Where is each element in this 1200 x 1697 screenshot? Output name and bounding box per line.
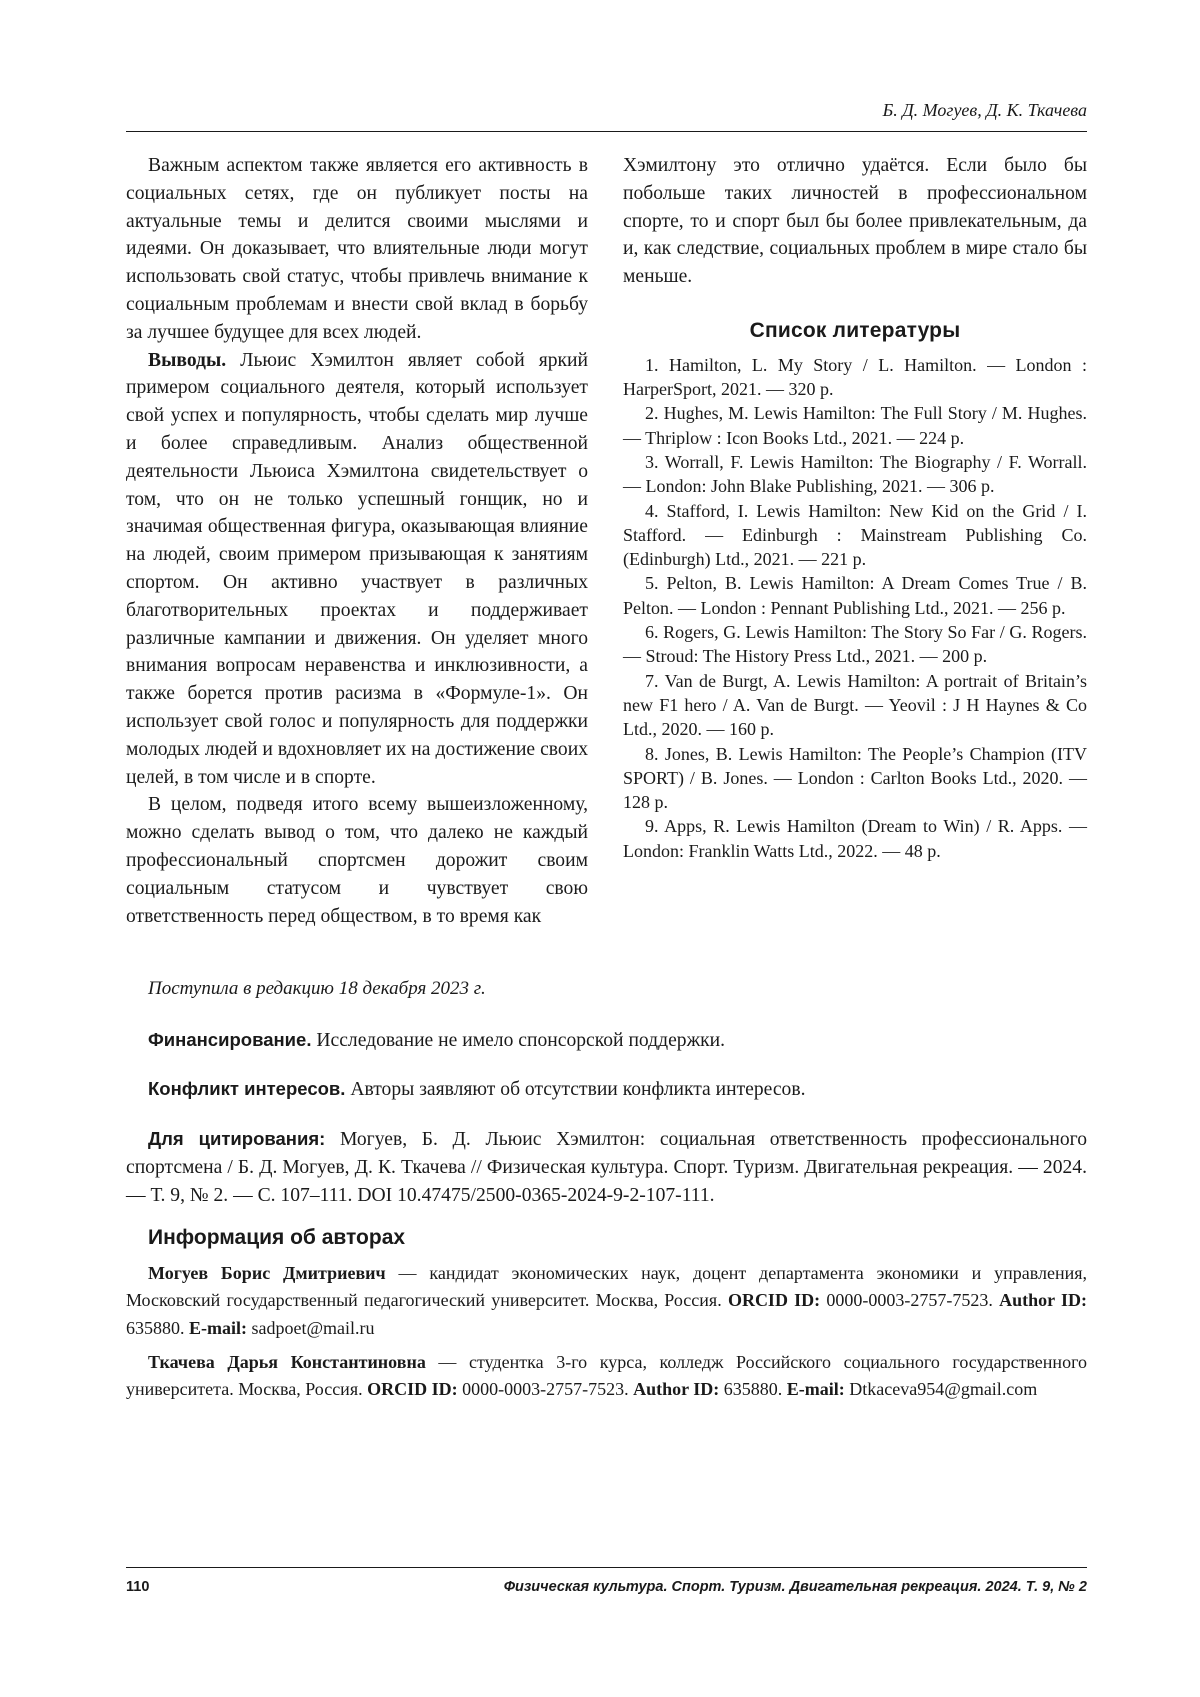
right-column [623, 152, 1087, 863]
author-description: — студентка 3-го курса, колледж Российского социального государственного университета. Москва, Россия. [126, 1352, 1088, 1400]
left-column [126, 152, 588, 930]
funding-label: Финансирование. [148, 1029, 312, 1050]
header-divider [126, 131, 1087, 132]
funding-statement [126, 1026, 1087, 1055]
email-link[interactable]: Dtkaceva954@gmail.com [844, 1379, 1038, 1400]
conflict-statement [126, 1075, 1087, 1104]
paragraph-continuation: Хэмилтону это отлично удаётся. Если было бы побольше таких личностей в профессиональном спорте, то и спорт был бы более привлекательным, да и, как следствие, социальных проблем в мире стало бы меньше. [623, 155, 1087, 288]
funding-text: Исследование не имело спонсорской поддержки. [311, 1030, 726, 1051]
author-name: Могуев Борис Дмитриевич [148, 1263, 386, 1283]
author-id-value: 635880. [719, 1379, 787, 1400]
author-name: Ткачева Дарья Константиновна [148, 1352, 426, 1372]
author-description: — кандидат экономических наук, доцент департамента экономики и управления, Московский государственный педагогический университет. Москва, Россия. [126, 1263, 1088, 1311]
author-info [126, 1349, 1087, 1404]
running-head: Б. Д. Могуев, Д. К. Ткачева [882, 100, 1087, 120]
reference-item: 8. Jones, B. Lewis Hamilton: The People’s Champion (ITV SPORT) / B. Jones. — London : Carlton Books Ltd., 2020. — 128 p. [623, 743, 1087, 813]
email-label: E-mail: [786, 1379, 845, 1400]
citation-statement [126, 1125, 1087, 1209]
orcid-label: ORCID ID: [367, 1379, 458, 1400]
conclusions-label: Выводы. [148, 349, 227, 371]
orcid-value: 0000-0003-2757-7523. [820, 1290, 1000, 1311]
conflict-text: Авторы заявляют об отсутствии конфликта интересов. [345, 1079, 806, 1100]
references-list [623, 353, 1087, 863]
email-link[interactable]: sadpoet@mail.ru [247, 1317, 375, 1338]
citation-label: Для цитирования: [148, 1128, 326, 1149]
orcid-label: ORCID ID: [727, 1290, 821, 1311]
reference-item: 7. Van de Burgt, A. Lewis Hamilton: A portrait of Britain’s new F1 hero / A. Van de Burgt. — Yeovil : J H Haynes & Co Ltd., 2020. — 160 p. [623, 670, 1087, 740]
reference-item: 1. Hamilton, L. My Story / L. Hamilton. — London : HarperSport, 2021. — 320 p. [623, 354, 1087, 400]
reference-item: 4. Stafford, I. Lewis Hamilton: New Kid on the Grid / I. Stafford. — Edinburgh : Mainstream Publishing Co. (Edinburgh) Ltd., 2021. — 221 p. [623, 500, 1087, 570]
received-date: Поступила в редакцию 18 декабря 2023 г. [148, 978, 486, 999]
orcid-value: 0000-0003-2757-7523. [457, 1379, 634, 1400]
conclusions-text: Льюис Хэмилтон являет собой яркий примером социального деятеля, который использует свой успех и популярность, чтобы сделать мир лучше и более справедливым. Анализ общественной деятельности Льюиса Хэмилтона свидетельствует о том, что он не только успешный гонщик, но и значимая общественная фигура, оказывающая влияние на людей, своим примером призывающая к занятиям спортом. Он активно участвует в различных благотворительных проектах и поддерживает различные кампании и движения. Он уделяет много внимания вопросам неравенства и инклюзивности, а также борется против расизма в «Формуле-1». Он использует свой голос и популярность для поддержки молодых людей и вдохновляет их на достижение своих целей, в том числе и в спорте. [126, 349, 588, 788]
author-id-label: Author ID: [999, 1290, 1088, 1311]
reference-item: 9. Apps, R. Lewis Hamilton (Dream to Win) / R. Apps. — London: Franklin Watts Ltd., 2022. — 48 p. [623, 816, 1087, 861]
paragraph-summary: В целом, подведя итого всему вышеизложенному, можно сделать вывод о том, что далеко не каждый профессиональный спортсмен дорожит своим социальным статусом и чувствует свою ответственность перед обществом, в то время как [126, 794, 588, 927]
author-id-value: 635880. [126, 1317, 189, 1338]
reference-item: 2. Hughes, M. Lewis Hamilton: The Full Story / M. Hughes. — Thriplow : Icon Books Ltd., 2021. — 224 p. [623, 403, 1087, 448]
authors-title: Информация об авторах [148, 1226, 406, 1249]
paragraph-conclusions [126, 347, 588, 792]
footer-divider [126, 1567, 1087, 1568]
reference-item: 5. Pelton, B. Lewis Hamilton: A Dream Comes True / B. Pelton. — London : Pennant Publishing Ltd., 2021. — 256 p. [623, 573, 1087, 618]
conflict-label: Конфликт интересов. [148, 1078, 346, 1099]
paragraph-social-media: Важным аспектом также является его активность в социальных сетях, где он публикует посты на актуальные темы и делится своими мыслями и идеями. Он доказывает, что влиятельные люди могут использовать свой статус, чтобы привлечь внимание к социальным проблемам и внести свой вклад в борьбу за лучшее будущее для всех людей. [126, 155, 588, 343]
page-number: 110 [126, 1579, 150, 1595]
author-id-label: Author ID: [633, 1379, 720, 1400]
references-title: Список литературы [749, 318, 961, 342]
citation-text: Могуев, Б. Д. Льюис Хэмилтон: социальная ответственность профессионального спортсмена / Б. Д. Могуев, Д. К. Ткачева // Физическая культура. Спорт. Туризм. Двигательная рекреация. — 2024. — Т. 9, № 2. — С. 107–111. DOI 10.47475/2500-0365-2024-9-2-107-111. [126, 1129, 1087, 1206]
reference-item: 6. Rogers, G. Lewis Hamilton: The Story So Far / G. Rogers. — Stroud: The History Press Ltd., 2021. — 200 p. [623, 622, 1087, 667]
journal-title: Физическая культура. Спорт. Туризм. Двигательная рекреация. 2024. Т. 9, № 2 [503, 1579, 1087, 1595]
author-info [126, 1260, 1087, 1342]
reference-item: 3. Worrall, F. Lewis Hamilton: The Biography / F. Worrall. — London: John Blake Publishing, 2021. — 306 p. [623, 451, 1087, 497]
email-label: E-mail: [189, 1317, 247, 1338]
